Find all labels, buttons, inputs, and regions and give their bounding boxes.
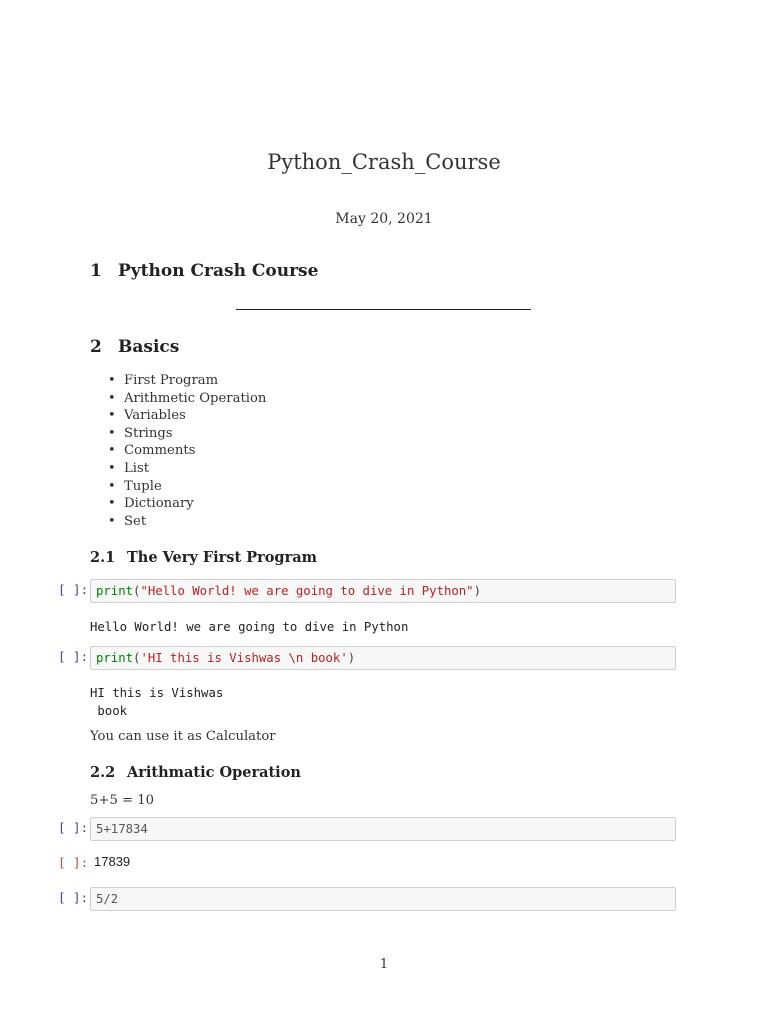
input-prompt: [ ]: bbox=[58, 582, 89, 597]
section-heading-1 bbox=[90, 261, 318, 281]
section-heading-2 bbox=[90, 337, 179, 357]
cell-output-2-line-2: book bbox=[90, 704, 128, 718]
code-paren: ) bbox=[473, 584, 481, 598]
document-date: May 20, 2021 bbox=[335, 211, 433, 227]
subsection-number: 2.2 bbox=[90, 764, 116, 781]
code-function: print bbox=[96, 584, 134, 598]
list-item: • List bbox=[106, 460, 266, 478]
cell-output-1: Hello World! we are going to dive in Python bbox=[90, 620, 409, 634]
input-prompt: [ ]: bbox=[58, 890, 89, 905]
code-cell-3[interactable]: 5+17834 bbox=[90, 817, 676, 841]
cell-output-3: 17839 bbox=[94, 854, 131, 869]
code-cell-2[interactable] bbox=[90, 646, 676, 670]
list-item: • Arithmetic Operation bbox=[106, 390, 266, 408]
code-cell-4[interactable]: 5/2 bbox=[90, 887, 676, 911]
subsection-number: 2.1 bbox=[90, 549, 116, 566]
list-item: • Variables bbox=[106, 407, 266, 425]
code-paren: ( bbox=[133, 584, 141, 598]
input-prompt: [ ]: bbox=[58, 820, 89, 835]
list-item: • Dictionary bbox=[106, 495, 266, 513]
document-title: Python_Crash_Course bbox=[267, 150, 501, 174]
subsection-heading-2-1 bbox=[90, 549, 317, 566]
section-number: 1 bbox=[90, 261, 102, 281]
code-paren: ) bbox=[347, 651, 356, 665]
code-string: 'HI this is Vishwas \n book' bbox=[140, 651, 348, 665]
output-prompt: [ ]: bbox=[58, 855, 89, 870]
list-item: • Strings bbox=[106, 425, 266, 443]
subsection-title: The Very First Program bbox=[127, 549, 317, 566]
page-number: 1 bbox=[379, 957, 389, 972]
section-title: Basics bbox=[118, 337, 180, 357]
cell-output-2-line-1: HI this is Vishwas bbox=[90, 686, 224, 700]
subsection-title: Arithmatic Operation bbox=[127, 764, 301, 781]
subsection-heading-2-2 bbox=[90, 764, 301, 781]
code-function: print bbox=[96, 651, 134, 665]
topics-list bbox=[106, 372, 266, 530]
list-item: • First Program bbox=[106, 372, 266, 390]
code-string: "Hello World! we are going to dive in Python" bbox=[140, 584, 474, 598]
input-prompt: [ ]: bbox=[58, 649, 89, 664]
code-cell-1[interactable] bbox=[90, 579, 676, 603]
list-item: • Comments bbox=[106, 442, 266, 460]
list-item: • Tuple bbox=[106, 478, 266, 496]
horizontal-rule bbox=[236, 309, 531, 310]
section-title: Python Crash Course bbox=[118, 261, 319, 281]
list-item: • Set bbox=[106, 513, 266, 531]
code-paren: ( bbox=[133, 651, 141, 665]
section-number: 2 bbox=[90, 337, 102, 357]
calculator-note: You can use it as Calculator bbox=[90, 729, 276, 744]
example-text: 5+5 = 10 bbox=[90, 793, 155, 808]
